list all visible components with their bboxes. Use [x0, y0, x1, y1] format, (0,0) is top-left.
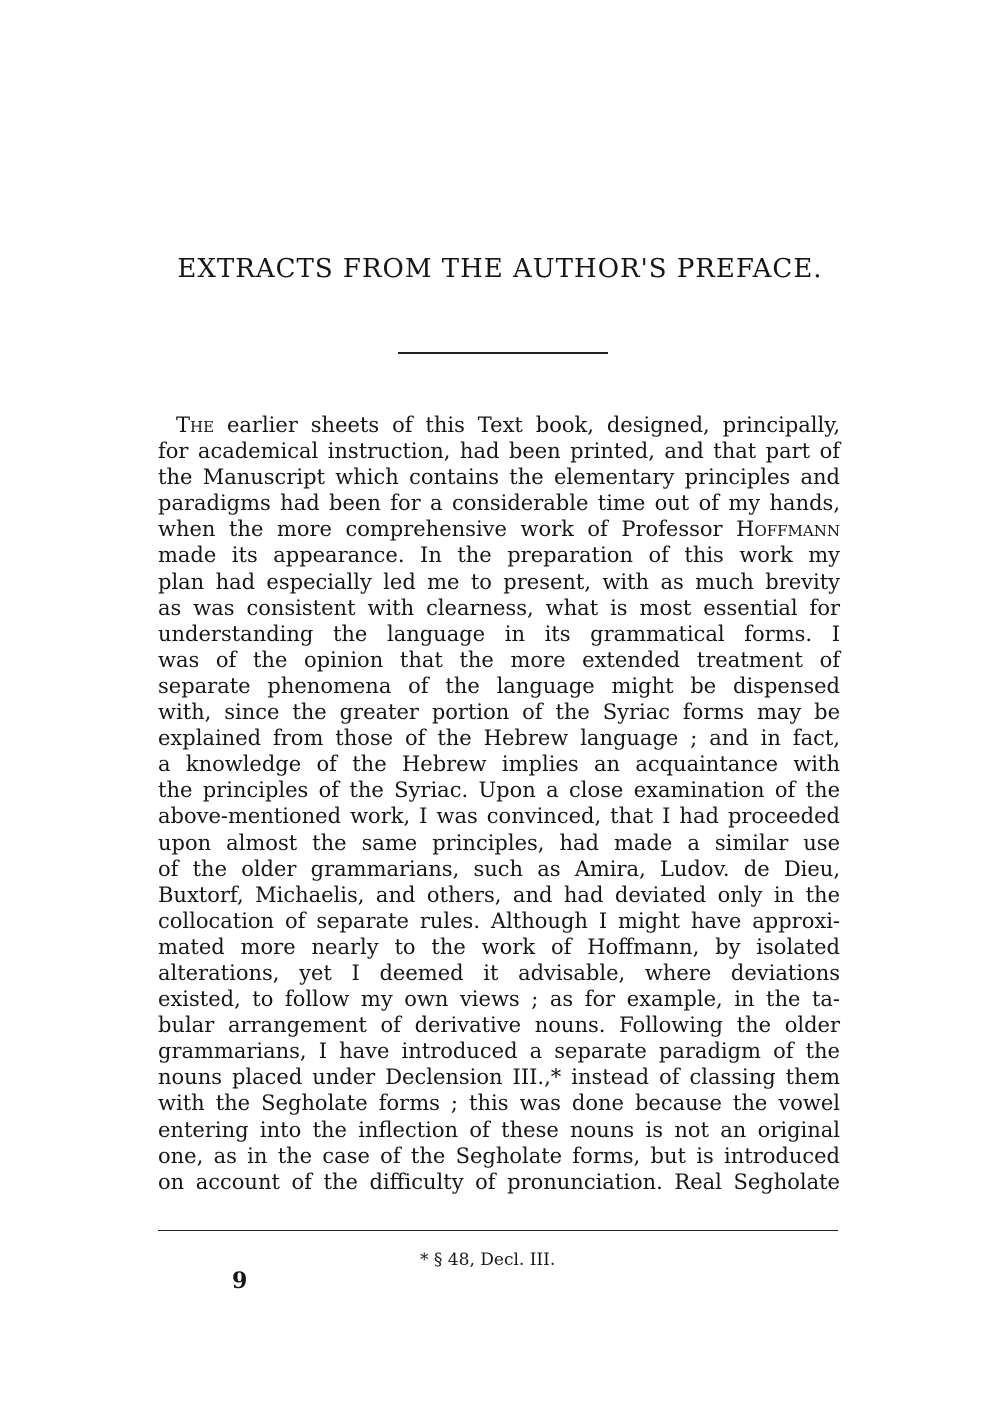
text-line: on account of the difficulty of pronunciation. Real Segholate	[158, 1169, 840, 1194]
signature-mark: 9	[232, 1268, 248, 1294]
line-text: when the more comprehensive work of Professor	[158, 517, 737, 542]
text-line: separate phenomena of the language might be dispensed	[158, 673, 840, 698]
text-line: collocation of separate rules. Although I might have approxi-	[158, 908, 840, 933]
text-line: mated more nearly to the work of Hoffmann, by isolated	[158, 934, 840, 959]
text-line: upon almost the same principles, had made a similar use	[158, 830, 840, 855]
text-line: nouns placed under Declension III.,* instead of classing them	[158, 1065, 840, 1090]
drop-word: The	[176, 413, 215, 437]
text-line: entering into the inflection of these nouns is not an original	[158, 1117, 840, 1142]
footnote: * § 48, Decl. III.	[420, 1250, 556, 1270]
text-line: grammarians, I have introduced a separate paradigm of the	[158, 1039, 840, 1064]
page-title: EXTRACTS FROM THE AUTHOR'S PREFACE.	[177, 254, 823, 284]
text-line: plan had especially led me to present, with as much brevity	[158, 569, 840, 594]
text-line	[158, 412, 840, 438]
text-line: was of the opinion that the more extended treatment of	[158, 647, 840, 672]
title-rule	[398, 352, 608, 354]
first-line-text: earlier sheets of this Text book, designed, principally,	[214, 413, 840, 437]
text-line: existed, to follow my own views ; as for example, in the ta-	[158, 987, 840, 1012]
text-line: understanding the language in its grammatical forms. I	[158, 621, 840, 646]
text-line: as was consistent with clearness, what is most essential for	[158, 595, 840, 620]
text-line: explained from those of the Hebrew language ; and in fact,	[158, 726, 840, 751]
text-line: bular arrangement of derivative nouns. Following the older	[158, 1013, 840, 1038]
author-name: Hoffmann	[736, 517, 840, 542]
text-line: above-mentioned work, I was convinced, that I had proceeded	[158, 804, 840, 829]
text-line: for academical instruction, had been printed, and that part of	[158, 439, 840, 464]
text-line: paradigms had been for a considerable time out of my hands,	[158, 491, 840, 516]
text-line: one, as in the case of the Segholate forms, but is introduced	[158, 1143, 840, 1168]
text-line: a knowledge of the Hebrew implies an acquaintance with	[158, 752, 840, 777]
preface-paragraph	[158, 412, 840, 1195]
text-line: with, since the greater portion of the Syriac forms may be	[158, 700, 840, 725]
text-line: with the Segholate forms ; this was done because the vowel	[158, 1091, 840, 1116]
text-line	[158, 516, 840, 542]
text-line: the principles of the Syriac. Upon a close examination of the	[158, 778, 840, 803]
footnote-rule	[158, 1230, 838, 1231]
text-line: alterations, yet I deemed it advisable, where deviations	[158, 960, 840, 985]
text-line: made its appearance. In the preparation of this work my	[158, 543, 840, 568]
text-line: the Manuscript which contains the elementary principles and	[158, 465, 840, 490]
text-line: Buxtorf, Michaelis, and others, and had deviated only in the	[158, 882, 840, 907]
text-line: of the older grammarians, such as Amira, Ludov. de Dieu,	[158, 856, 840, 881]
